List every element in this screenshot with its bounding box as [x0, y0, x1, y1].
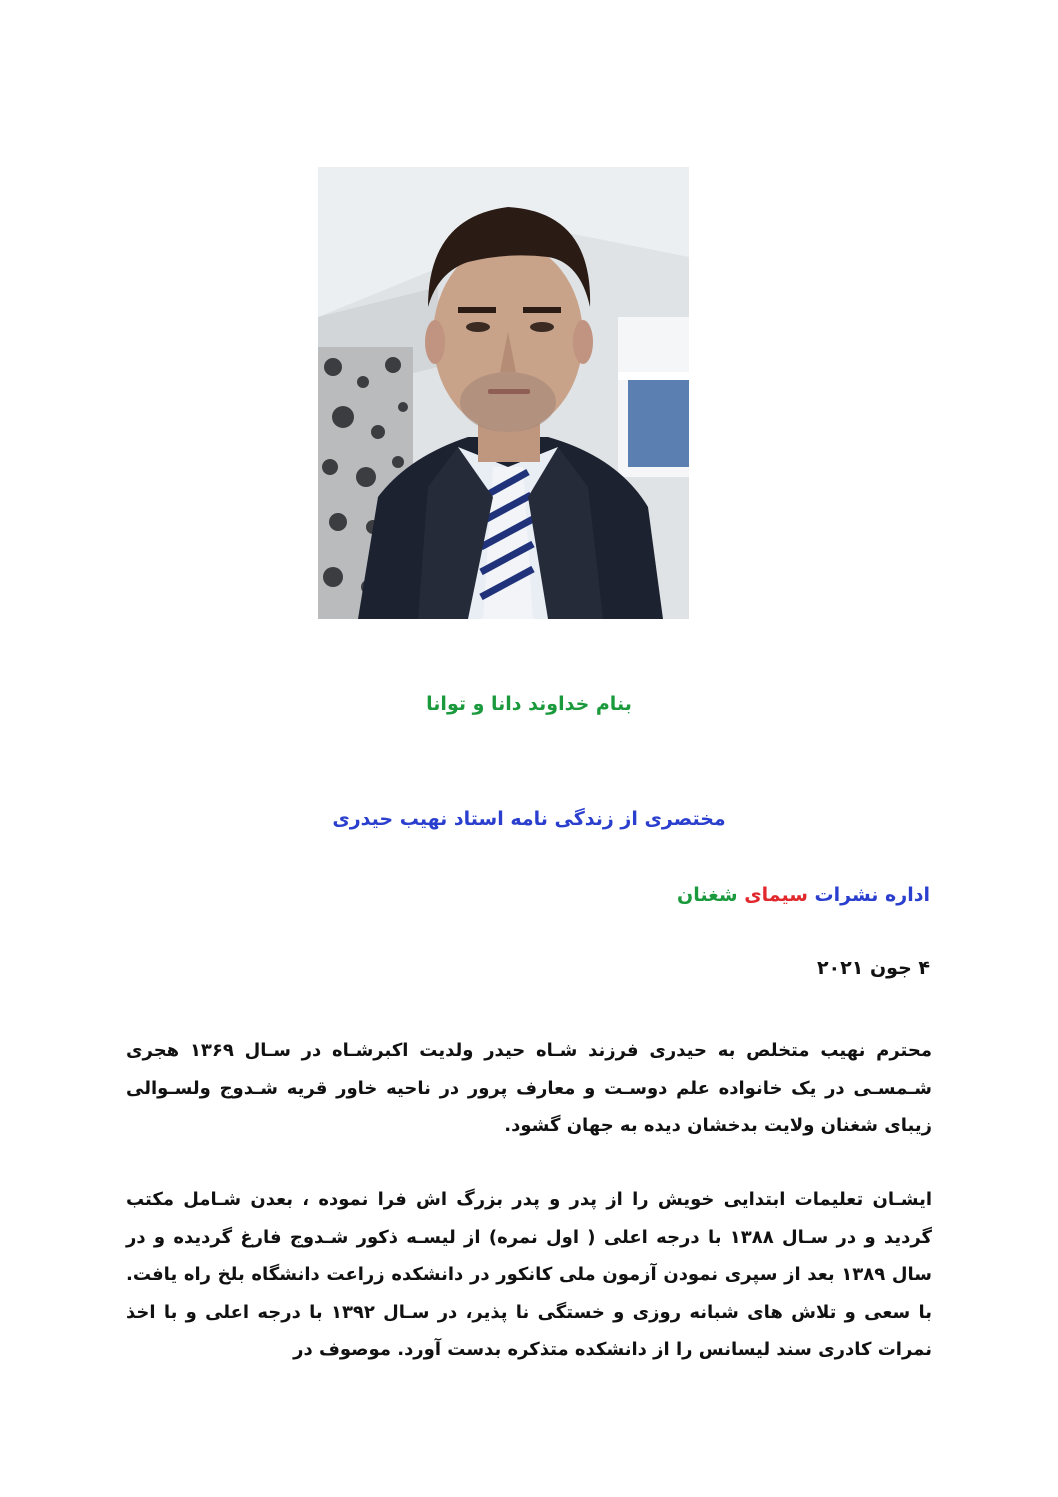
department-line: [677, 884, 930, 906]
paragraph-education: ایشـان تعلیمات ابتدایی خویش را از پدر و پدر بزرگ اش فرا نموده ، بعدن شـامل مکتب گردید و در سـال ۱۳۸۸ با درجه اعلی ( اول نمره) از لیسـه ذکور شـدوج فارغ گردیده و در سال ۱۳۸۹ بعد از سپری نمودن آزمون ملی کانکور در دانشکده زراعت دانشگاه بلخ راه یافت. با سعی و تلاش های شبانه روزی و خستگی نا پذیر، در سـال ۱۳۹۲ با درجه اعلی و با اخذ نمرات کادری سند لیسانس را از دانشکده متذکره بدست آورد. موصوف در: [126, 1189, 932, 1360]
document-title: مختصری از زندگی نامه استاد نهیب حیدری: [332, 808, 726, 830]
portrait-photo: [318, 167, 689, 619]
document-date: ۴ جون ۲۰۲۱: [816, 957, 930, 979]
department-part1: اداره نشرات: [814, 884, 930, 906]
portrait-illustration: [318, 167, 689, 619]
paragraph-birth: محترم نهیب متخلص به حیدری فرزند شـاه حیدر ولدیت اکبرشـاه در سـال ۱۳۶۹ هجری شـمسـی در یک خانواده علم دوسـت و معارف پرور در ناحیه خاور قریه شـدوج ولسـوالی زیبای شغنان ولایت بدخشان دیده به جهان گشود.: [126, 1040, 932, 1136]
department-part3: شغنان: [677, 884, 738, 906]
blessing-heading: بنام خداوند دانا و توانا: [426, 693, 632, 715]
department-part2: سیمای: [744, 884, 808, 906]
